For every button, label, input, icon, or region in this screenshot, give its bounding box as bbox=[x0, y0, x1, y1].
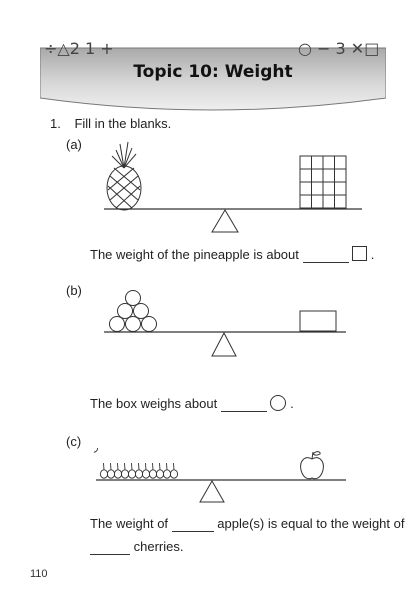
part-b-label: (b) bbox=[66, 283, 82, 298]
fulcrum bbox=[212, 333, 236, 356]
cherries-row-icon bbox=[94, 448, 178, 478]
part-a-blank[interactable] bbox=[303, 247, 349, 263]
square-unit-icon bbox=[352, 246, 367, 261]
part-c-text-start: The weight of bbox=[90, 516, 169, 531]
part-c-cherries-blank[interactable] bbox=[90, 539, 130, 555]
part-b-blank[interactable] bbox=[221, 396, 267, 412]
question-number: 1. bbox=[50, 116, 61, 131]
part-b-sentence: The box weighs about . bbox=[90, 396, 294, 411]
part-c-sentence-line2 bbox=[90, 539, 183, 555]
part-a-text: The weight of the pineapple is about bbox=[90, 247, 299, 262]
part-c-apples-blank[interactable] bbox=[172, 516, 214, 532]
question-heading bbox=[50, 116, 171, 131]
page-title: Topic 10: Weight bbox=[133, 62, 293, 82]
fulcrum bbox=[200, 481, 224, 502]
balance-a bbox=[90, 138, 370, 234]
svg-text:○ − 3 ✕□: ○ − 3 ✕□ bbox=[298, 39, 380, 58]
part-c-label: (c) bbox=[66, 434, 82, 449]
question-instruction: Fill in the blanks. bbox=[74, 116, 172, 131]
box-icon bbox=[300, 311, 336, 331]
fulcrum bbox=[212, 210, 238, 232]
circle-unit-icon bbox=[270, 395, 286, 411]
page-number: 110 bbox=[30, 568, 48, 580]
balance-b bbox=[100, 288, 350, 360]
part-c-text-cherries: cherries. bbox=[133, 539, 184, 554]
part-a-label: (a) bbox=[66, 137, 82, 152]
part-a-sentence: The weight of the pineapple is about . bbox=[90, 247, 375, 262]
balance-c bbox=[94, 448, 350, 504]
pineapple-icon bbox=[107, 142, 141, 210]
part-b-text: The box weighs about bbox=[90, 396, 218, 411]
apple-icon bbox=[301, 452, 324, 479]
unit-blocks-grid bbox=[300, 156, 346, 208]
part-c-sentence-line1 bbox=[90, 516, 404, 532]
part-c-text-end: apple(s) is equal to the weight of bbox=[217, 516, 405, 531]
svg-text:÷△2 1 +: ÷△2 1 + bbox=[44, 39, 114, 58]
circles-pile-icon bbox=[110, 291, 157, 332]
